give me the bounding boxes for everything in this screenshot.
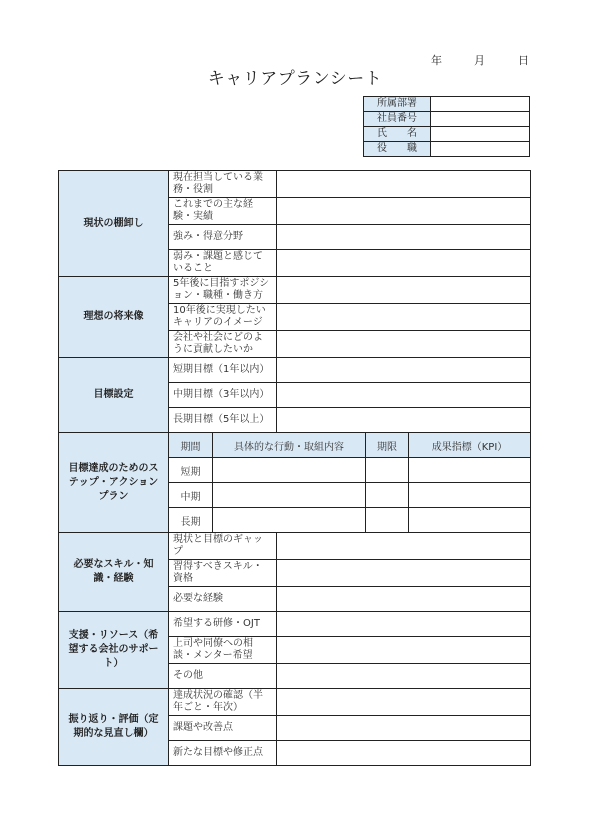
review-item-label: 新たな目標や修正点	[169, 741, 277, 766]
skills-item-field[interactable]	[277, 560, 531, 587]
section-title-ideal: 理想の将来像	[59, 277, 169, 358]
employee-number-label: 社員番号	[364, 112, 431, 127]
goal-item-field[interactable]	[277, 358, 531, 383]
action-period-mid: 中期	[169, 483, 213, 508]
ideal-item-label: 10年後に実現したいキャリアのイメージ	[169, 304, 277, 331]
current-item-field[interactable]	[277, 198, 531, 225]
action-header-period: 期間	[169, 433, 213, 458]
career-plan-table	[58, 170, 531, 766]
employee-number-field[interactable]	[431, 112, 530, 127]
action-kpi-field[interactable]	[409, 508, 531, 533]
review-item-label: 課題や改善点	[169, 716, 277, 741]
day-label: 日	[518, 54, 529, 67]
support-item-label: 希望する研修・OJT	[169, 612, 277, 637]
section-title-action: 目標達成のためのステップ・アクションプラン	[59, 433, 169, 533]
employee-info-table	[363, 96, 530, 157]
action-deadline-field[interactable]	[366, 508, 409, 533]
goal-item-field[interactable]	[277, 408, 531, 433]
skills-item-field[interactable]	[277, 533, 531, 560]
current-item-field[interactable]	[277, 225, 531, 250]
action-content-field[interactable]	[213, 483, 366, 508]
action-kpi-field[interactable]	[409, 483, 531, 508]
support-item-field[interactable]	[277, 664, 531, 689]
support-item-label: その他	[169, 664, 277, 689]
action-header-deadline: 期限	[366, 433, 409, 458]
current-item-field[interactable]	[277, 171, 531, 198]
action-deadline-field[interactable]	[366, 458, 409, 483]
skills-item-field[interactable]	[277, 587, 531, 612]
skills-item-label: 習得すべきスキル・資格	[169, 560, 277, 587]
current-item-field[interactable]	[277, 250, 531, 277]
current-item-label: これまでの主な経験・実績	[169, 198, 277, 225]
current-item-label: 弱み・課題と感じていること	[169, 250, 277, 277]
skills-item-label: 必要な経験	[169, 587, 277, 612]
department-label: 所属部署	[364, 97, 431, 112]
name-field[interactable]	[431, 127, 530, 142]
support-item-label: 上司や同僚への相談・メンター希望	[169, 637, 277, 664]
section-title-support: 支援・リソース（希望する会社のサポート）	[59, 612, 169, 689]
goal-item-field[interactable]	[277, 383, 531, 408]
ideal-item-field[interactable]	[277, 304, 531, 331]
skills-item-label: 現状と目標のギャップ	[169, 533, 277, 560]
ideal-item-field[interactable]	[277, 331, 531, 358]
section-title-skills: 必要なスキル・知識・経験	[59, 533, 169, 612]
goal-item-label: 中期目標（3年以内）	[169, 383, 277, 408]
section-title-current: 現状の棚卸し	[59, 171, 169, 277]
action-kpi-field[interactable]	[409, 458, 531, 483]
month-label: 月	[474, 54, 485, 67]
position-field[interactable]	[431, 142, 530, 157]
ideal-item-label: 会社や社会にどのように貢献したいか	[169, 331, 277, 358]
ideal-item-label: 5年後に目指すポジション・職種・働き方	[169, 277, 277, 304]
action-period-short: 短期	[169, 458, 213, 483]
review-item-label: 達成状況の確認（半年ごと・年次）	[169, 689, 277, 716]
support-item-field[interactable]	[277, 612, 531, 637]
review-item-field[interactable]	[277, 741, 531, 766]
ideal-item-field[interactable]	[277, 277, 531, 304]
action-content-field[interactable]	[213, 458, 366, 483]
review-item-field[interactable]	[277, 716, 531, 741]
goal-item-label: 長期目標（5年以上）	[169, 408, 277, 433]
action-header-actions: 具体的な行動・取組内容	[213, 433, 366, 458]
support-item-field[interactable]	[277, 637, 531, 664]
action-content-field[interactable]	[213, 508, 366, 533]
department-field[interactable]	[431, 97, 530, 112]
current-item-label: 現在担当している業務・役割	[169, 171, 277, 198]
goal-item-label: 短期目標（1年以内）	[169, 358, 277, 383]
year-label: 年	[431, 54, 442, 67]
section-title-goals: 目標設定	[59, 358, 169, 433]
action-header-kpi: 成果指標（KPI）	[409, 433, 531, 458]
action-period-long: 長期	[169, 508, 213, 533]
name-label: 氏 名	[364, 127, 431, 142]
action-deadline-field[interactable]	[366, 483, 409, 508]
review-item-field[interactable]	[277, 689, 531, 716]
position-label: 役 職	[364, 142, 431, 157]
section-title-review: 振り返り・評価（定期的な見直し欄）	[59, 689, 169, 766]
current-item-label: 強み・得意分野	[169, 225, 277, 250]
page-title: キャリアプランシート	[207, 69, 383, 89]
